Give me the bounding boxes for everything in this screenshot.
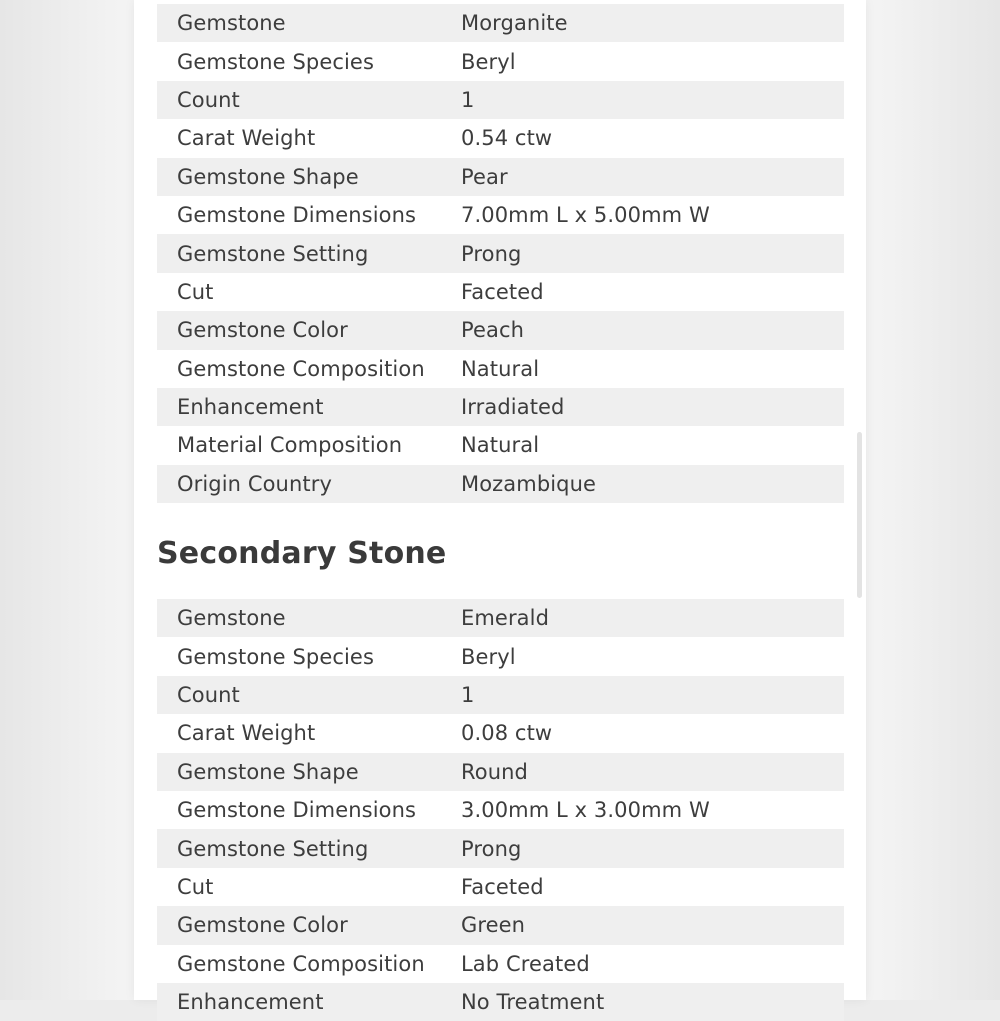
spec-value: Prong — [461, 836, 522, 861]
spec-label: Gemstone Color — [177, 318, 348, 343]
spec-row — [157, 983, 844, 1021]
spec-row — [157, 196, 844, 234]
spec-row — [157, 273, 844, 311]
spec-row — [157, 906, 844, 944]
spec-row — [157, 676, 844, 714]
primary-stone-table — [157, 4, 844, 503]
spec-value: 0.08 ctw — [461, 721, 553, 746]
spec-value: Mozambique — [461, 471, 597, 496]
spec-label: Gemstone Species — [177, 644, 374, 669]
spec-label: Gemstone Setting — [177, 836, 369, 861]
spec-value: Lab Created — [461, 951, 590, 976]
spec-row — [157, 311, 844, 349]
spec-label: Gemstone — [177, 11, 286, 36]
spec-value: Green — [461, 913, 526, 938]
spec-row — [157, 868, 844, 906]
spec-row — [157, 465, 844, 503]
spec-row — [157, 81, 844, 119]
spec-value: Beryl — [461, 49, 516, 74]
spec-row — [157, 350, 844, 388]
spec-row — [157, 829, 844, 867]
spec-row — [157, 753, 844, 791]
spec-value: 1 — [461, 682, 475, 707]
spec-label: Enhancement — [177, 395, 324, 420]
spec-label: Gemstone Shape — [177, 164, 359, 189]
spec-value: Natural — [461, 356, 540, 381]
spec-value: Irradiated — [461, 395, 565, 420]
spec-value: Faceted — [461, 874, 544, 899]
spec-label: Gemstone Species — [177, 49, 374, 74]
spec-value: Round — [461, 759, 528, 784]
secondary-stone-table — [157, 599, 844, 1021]
spec-label: Count — [177, 87, 240, 112]
spec-value: Morganite — [461, 11, 568, 36]
spec-value: Peach — [461, 318, 525, 343]
spec-row — [157, 945, 844, 983]
spec-value: Beryl — [461, 644, 516, 669]
spec-label: Enhancement — [177, 990, 324, 1015]
spec-value: Pear — [461, 164, 508, 189]
spec-row — [157, 4, 844, 42]
spec-value: Faceted — [461, 279, 544, 304]
spec-row — [157, 714, 844, 752]
spec-value: 3.00mm L x 3.00mm W — [461, 798, 710, 823]
scrollbar-thumb[interactable] — [857, 432, 862, 598]
spec-label: Gemstone Shape — [177, 759, 359, 784]
spec-row — [157, 426, 844, 464]
spec-label: Origin Country — [177, 471, 332, 496]
spec-label: Gemstone — [177, 606, 286, 631]
spec-row — [157, 234, 844, 272]
spec-label: Carat Weight — [177, 721, 316, 746]
spec-row — [157, 637, 844, 675]
spec-value: Prong — [461, 241, 522, 266]
spec-label: Gemstone Composition — [177, 356, 425, 381]
section-title-secondary-stone: Secondary Stone — [157, 536, 447, 571]
spec-value: 7.00mm L x 5.00mm W — [461, 203, 710, 228]
spec-label: Gemstone Dimensions — [177, 203, 417, 228]
spec-row — [157, 388, 844, 426]
product-details-panel — [134, 0, 866, 1015]
spec-value: 1 — [461, 87, 475, 112]
spec-label: Gemstone Composition — [177, 951, 425, 976]
spec-label: Gemstone Color — [177, 913, 348, 938]
spec-row — [157, 158, 844, 196]
spec-value: No Treatment — [461, 990, 605, 1015]
spec-value: Emerald — [461, 606, 550, 631]
spec-label: Count — [177, 682, 240, 707]
spec-value: 0.54 ctw — [461, 126, 553, 151]
spec-row — [157, 791, 844, 829]
spec-label: Gemstone Setting — [177, 241, 369, 266]
spec-row — [157, 42, 844, 80]
spec-label: Material Composition — [177, 433, 403, 458]
spec-label: Gemstone Dimensions — [177, 798, 417, 823]
spec-label: Cut — [177, 874, 214, 899]
spec-label: Cut — [177, 279, 214, 304]
spec-label: Carat Weight — [177, 126, 316, 151]
spec-value: Natural — [461, 433, 540, 458]
spec-row — [157, 599, 844, 637]
spec-row — [157, 119, 844, 157]
